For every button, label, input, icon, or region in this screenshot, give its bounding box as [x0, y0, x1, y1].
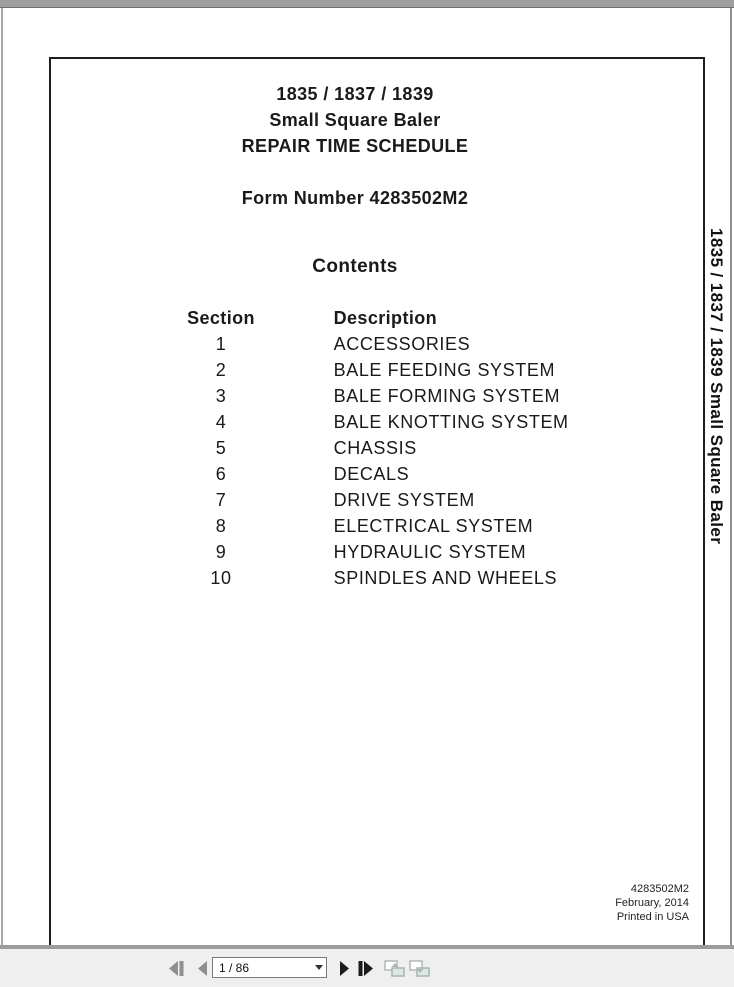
title-line-doc-type: REPAIR TIME SCHEDULE — [241, 136, 469, 156]
toc-section-number: 9 — [215, 542, 227, 562]
previous-page-icon — [196, 961, 210, 976]
toc-header-row — [179, 305, 569, 331]
toc-header-description: Description — [333, 308, 438, 328]
page-left-edge — [1, 8, 3, 945]
next-view-button[interactable] — [407, 959, 431, 977]
toc-row — [179, 435, 569, 461]
toc-header-section: Section — [187, 308, 255, 328]
first-page-button[interactable] — [165, 959, 187, 977]
previous-view-icon — [384, 960, 405, 977]
last-page-icon — [356, 961, 376, 976]
toc-description: BALE KNOTTING SYSTEM — [333, 412, 569, 432]
contents-heading: Contents — [312, 256, 398, 277]
page-side-label: 1835 / 1837 / 1839 Small Square Baler — [707, 228, 726, 545]
previous-view-button[interactable] — [382, 959, 406, 977]
last-page-button[interactable] — [355, 959, 377, 977]
toc-row — [179, 513, 569, 539]
toc-row — [179, 409, 569, 435]
toc-section-number: 6 — [215, 464, 227, 484]
toc-row — [179, 383, 569, 409]
toc-row — [179, 461, 569, 487]
toc-description: HYDRAULIC SYSTEM — [333, 542, 527, 562]
toc-section-number: 2 — [215, 360, 227, 380]
toc-description: DRIVE SYSTEM — [333, 490, 475, 510]
previous-page-button[interactable] — [192, 959, 214, 977]
toc-description: DECALS — [333, 464, 410, 484]
toc-row — [179, 487, 569, 513]
first-page-icon — [166, 961, 186, 976]
toc-section-number: 1 — [215, 334, 227, 354]
toc-row — [179, 565, 569, 591]
toc-description: ELECTRICAL SYSTEM — [333, 516, 534, 536]
toc-section-number: 4 — [215, 412, 227, 432]
pdf-navigation-toolbar — [0, 945, 734, 987]
toc-description: ACCESSORIES — [333, 334, 471, 354]
document-page — [49, 57, 705, 945]
toc-description: CHASSIS — [333, 438, 417, 458]
toc-section-number: 8 — [215, 516, 227, 536]
toc-description: SPINDLES AND WHEELS — [333, 568, 558, 588]
title-line-models: 1835 / 1837 / 1839 — [276, 84, 434, 104]
toc-section-number: 10 — [210, 568, 232, 588]
toc-section-number: 3 — [215, 386, 227, 406]
document-title-block — [51, 81, 659, 159]
next-page-icon — [337, 961, 351, 976]
window-top-edge — [0, 0, 734, 8]
toc-description: BALE FEEDING SYSTEM — [333, 360, 556, 380]
footer-printed-in: Printed in USA — [616, 911, 689, 923]
print-footer — [615, 882, 689, 924]
title-line-product: Small Square Baler — [269, 110, 441, 130]
toc-section-number: 5 — [215, 438, 227, 458]
next-view-icon — [409, 960, 430, 977]
footer-form-number: 4283502M2 — [630, 883, 689, 895]
footer-date: February, 2014 — [615, 897, 689, 909]
page-number-combobox[interactable] — [212, 957, 327, 978]
toc-description: BALE FORMING SYSTEM — [333, 386, 561, 406]
table-of-contents — [179, 305, 569, 591]
combo-dropdown-caret-icon[interactable] — [312, 958, 326, 977]
page-right-edge — [730, 8, 732, 945]
page-number-input[interactable] — [213, 961, 312, 975]
toc-row — [179, 539, 569, 565]
next-page-button[interactable] — [333, 959, 355, 977]
toc-section-number: 7 — [215, 490, 227, 510]
form-number: Form Number 4283502M2 — [241, 188, 469, 208]
toc-row — [179, 331, 569, 357]
toc-row — [179, 357, 569, 383]
